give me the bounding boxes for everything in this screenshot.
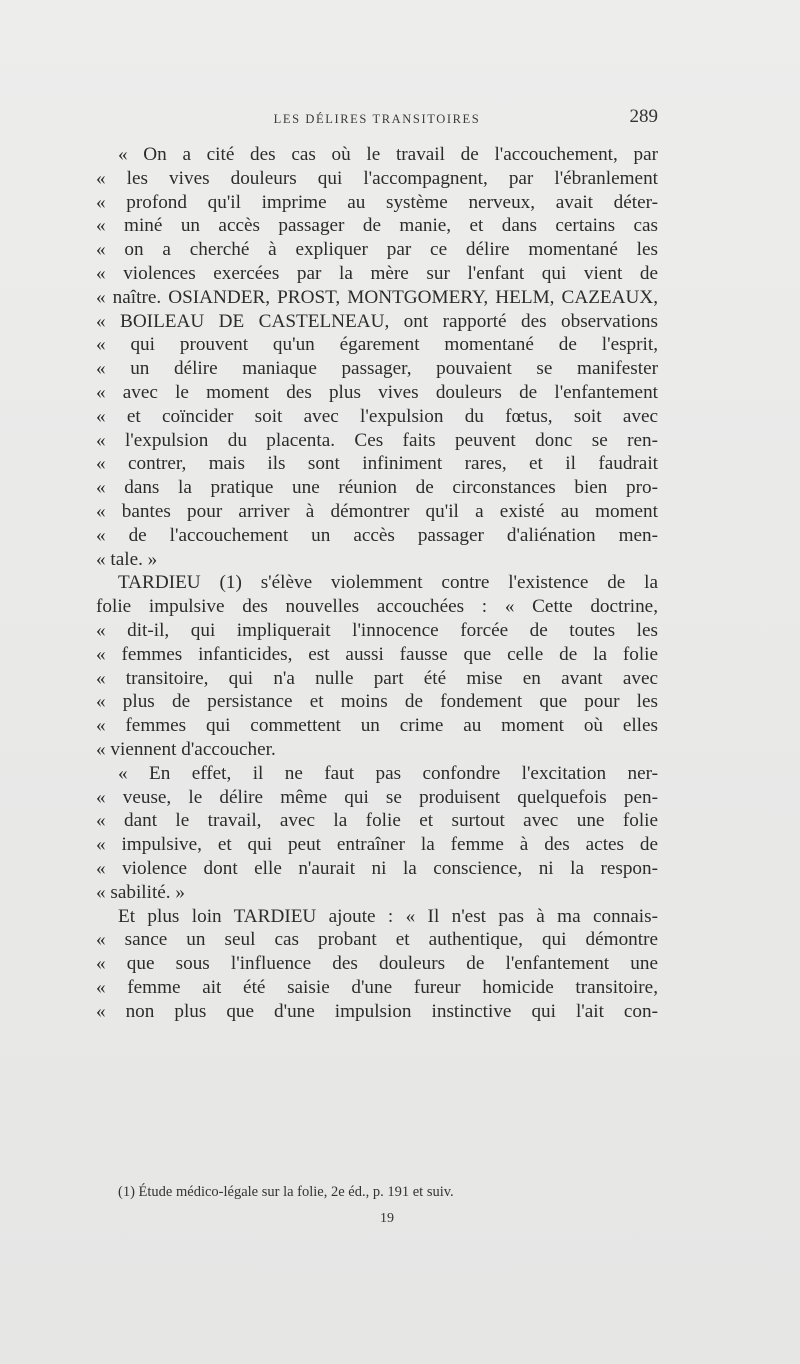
text-line: « sance un seul cas probant et authentique, qui démontre [96,929,658,951]
text-line: « violence dont elle n'aurait ni la conscience, ni la respon- [96,857,658,879]
text-line: « tale. » [96,548,158,570]
text-line: « On a cité des cas où le travail de l'accouchement, par [118,144,658,165]
text-line: « de l'accouchement un accès passager d'aliénation men- [96,524,658,546]
text-line: « veuse, le délire même qui se produisent quelquefois pen- [96,786,658,808]
text-line: « dans la pratique une réunion de circonstances bien pro- [96,477,658,499]
text-line: « on a cherché à expliquer par ce délire momentané les [96,239,658,261]
text-line: « femmes infanticides, est aussi fausse que celle de la folie [96,643,658,665]
text-line: « dant le travail, avec la folie et surtout avec une folie [96,810,658,832]
text-line: « un délire maniaque passager, pouvaient se manifester [96,358,658,380]
text-line: « non plus que d'une impulsion instinctive qui l'ait con- [96,1000,658,1022]
running-title: LES DÉLIRES TRANSITOIRES [273,112,481,126]
text-line: « En effet, il ne faut pas confondre l'excitation ner- [118,762,658,784]
text-line: « viennent d'accoucher. [96,738,276,760]
text-line: « que sous l'influence des douleurs de l'enfantement une [96,953,658,975]
page-header [96,106,658,136]
text-line: « bantes pour arriver à démontrer qu'il a existé au moment [96,500,658,522]
text-line: « contrer, mais ils sont infiniment rares, et il faudrait [96,453,658,475]
text-line: Et plus loin TARDIEU ajoute : « Il n'est pas à ma connais- [118,905,658,927]
text-line: « et coïncider soit avec l'expulsion du fœtus, soit avec [96,405,658,427]
text-line: « dit-il, qui impliquerait l'innocence forcée de toutes les [96,619,658,641]
text-line: « impulsive, et qui peut entraîner la femme à des actes de [96,834,658,856]
text-line: folie impulsive des nouvelles accouchées : « Cette doctrine, [96,596,658,618]
body-text [96,143,658,1023]
text-line: « plus de persistance et moins de fondement que pour les [96,691,658,713]
text-line: « sabilité. » [96,881,185,903]
text-line: « profond qu'il imprime au système nerveux, avait déter- [96,191,658,213]
text-line: « avec le moment des plus vives douleurs de l'enfantement [96,381,658,403]
footnote: (1) Étude médico-légale sur la folie, 2e éd., p. 191 et suiv. [118,1184,454,1200]
text-line: « femmes qui commettent un crime au moment où elles [96,715,658,737]
text-line: « BOILEAU DE CASTELNEAU, ont rapporté des observations [96,310,658,332]
text-line: « naître. OSIANDER, PROST, MONTGOMERY, HELM, CAZEAUX, [96,286,658,308]
text-line: « les vives douleurs qui l'accompagnent, par l'ébranlement [96,167,658,189]
text-line: « transitoire, qui n'a nulle part été mise en avant avec [96,667,658,689]
text-line: « violences exercées par la mère sur l'enfant qui vient de [96,262,658,284]
page-number: 289 [629,106,658,127]
text-line: « qui prouvent qu'un égarement momentané de l'esprit, [96,334,658,356]
text-line: « miné un accès passager de manie, et dans certains cas [96,215,658,237]
text-line: « l'expulsion du placenta. Ces faits peuvent donc se ren- [96,429,658,451]
signature-mark: 19 [380,1211,394,1226]
text-line: TARDIEU (1) s'élève violemment contre l'existence de la [118,572,658,594]
text-line: « femme ait été saisie d'une fureur homicide transitoire, [96,976,658,998]
